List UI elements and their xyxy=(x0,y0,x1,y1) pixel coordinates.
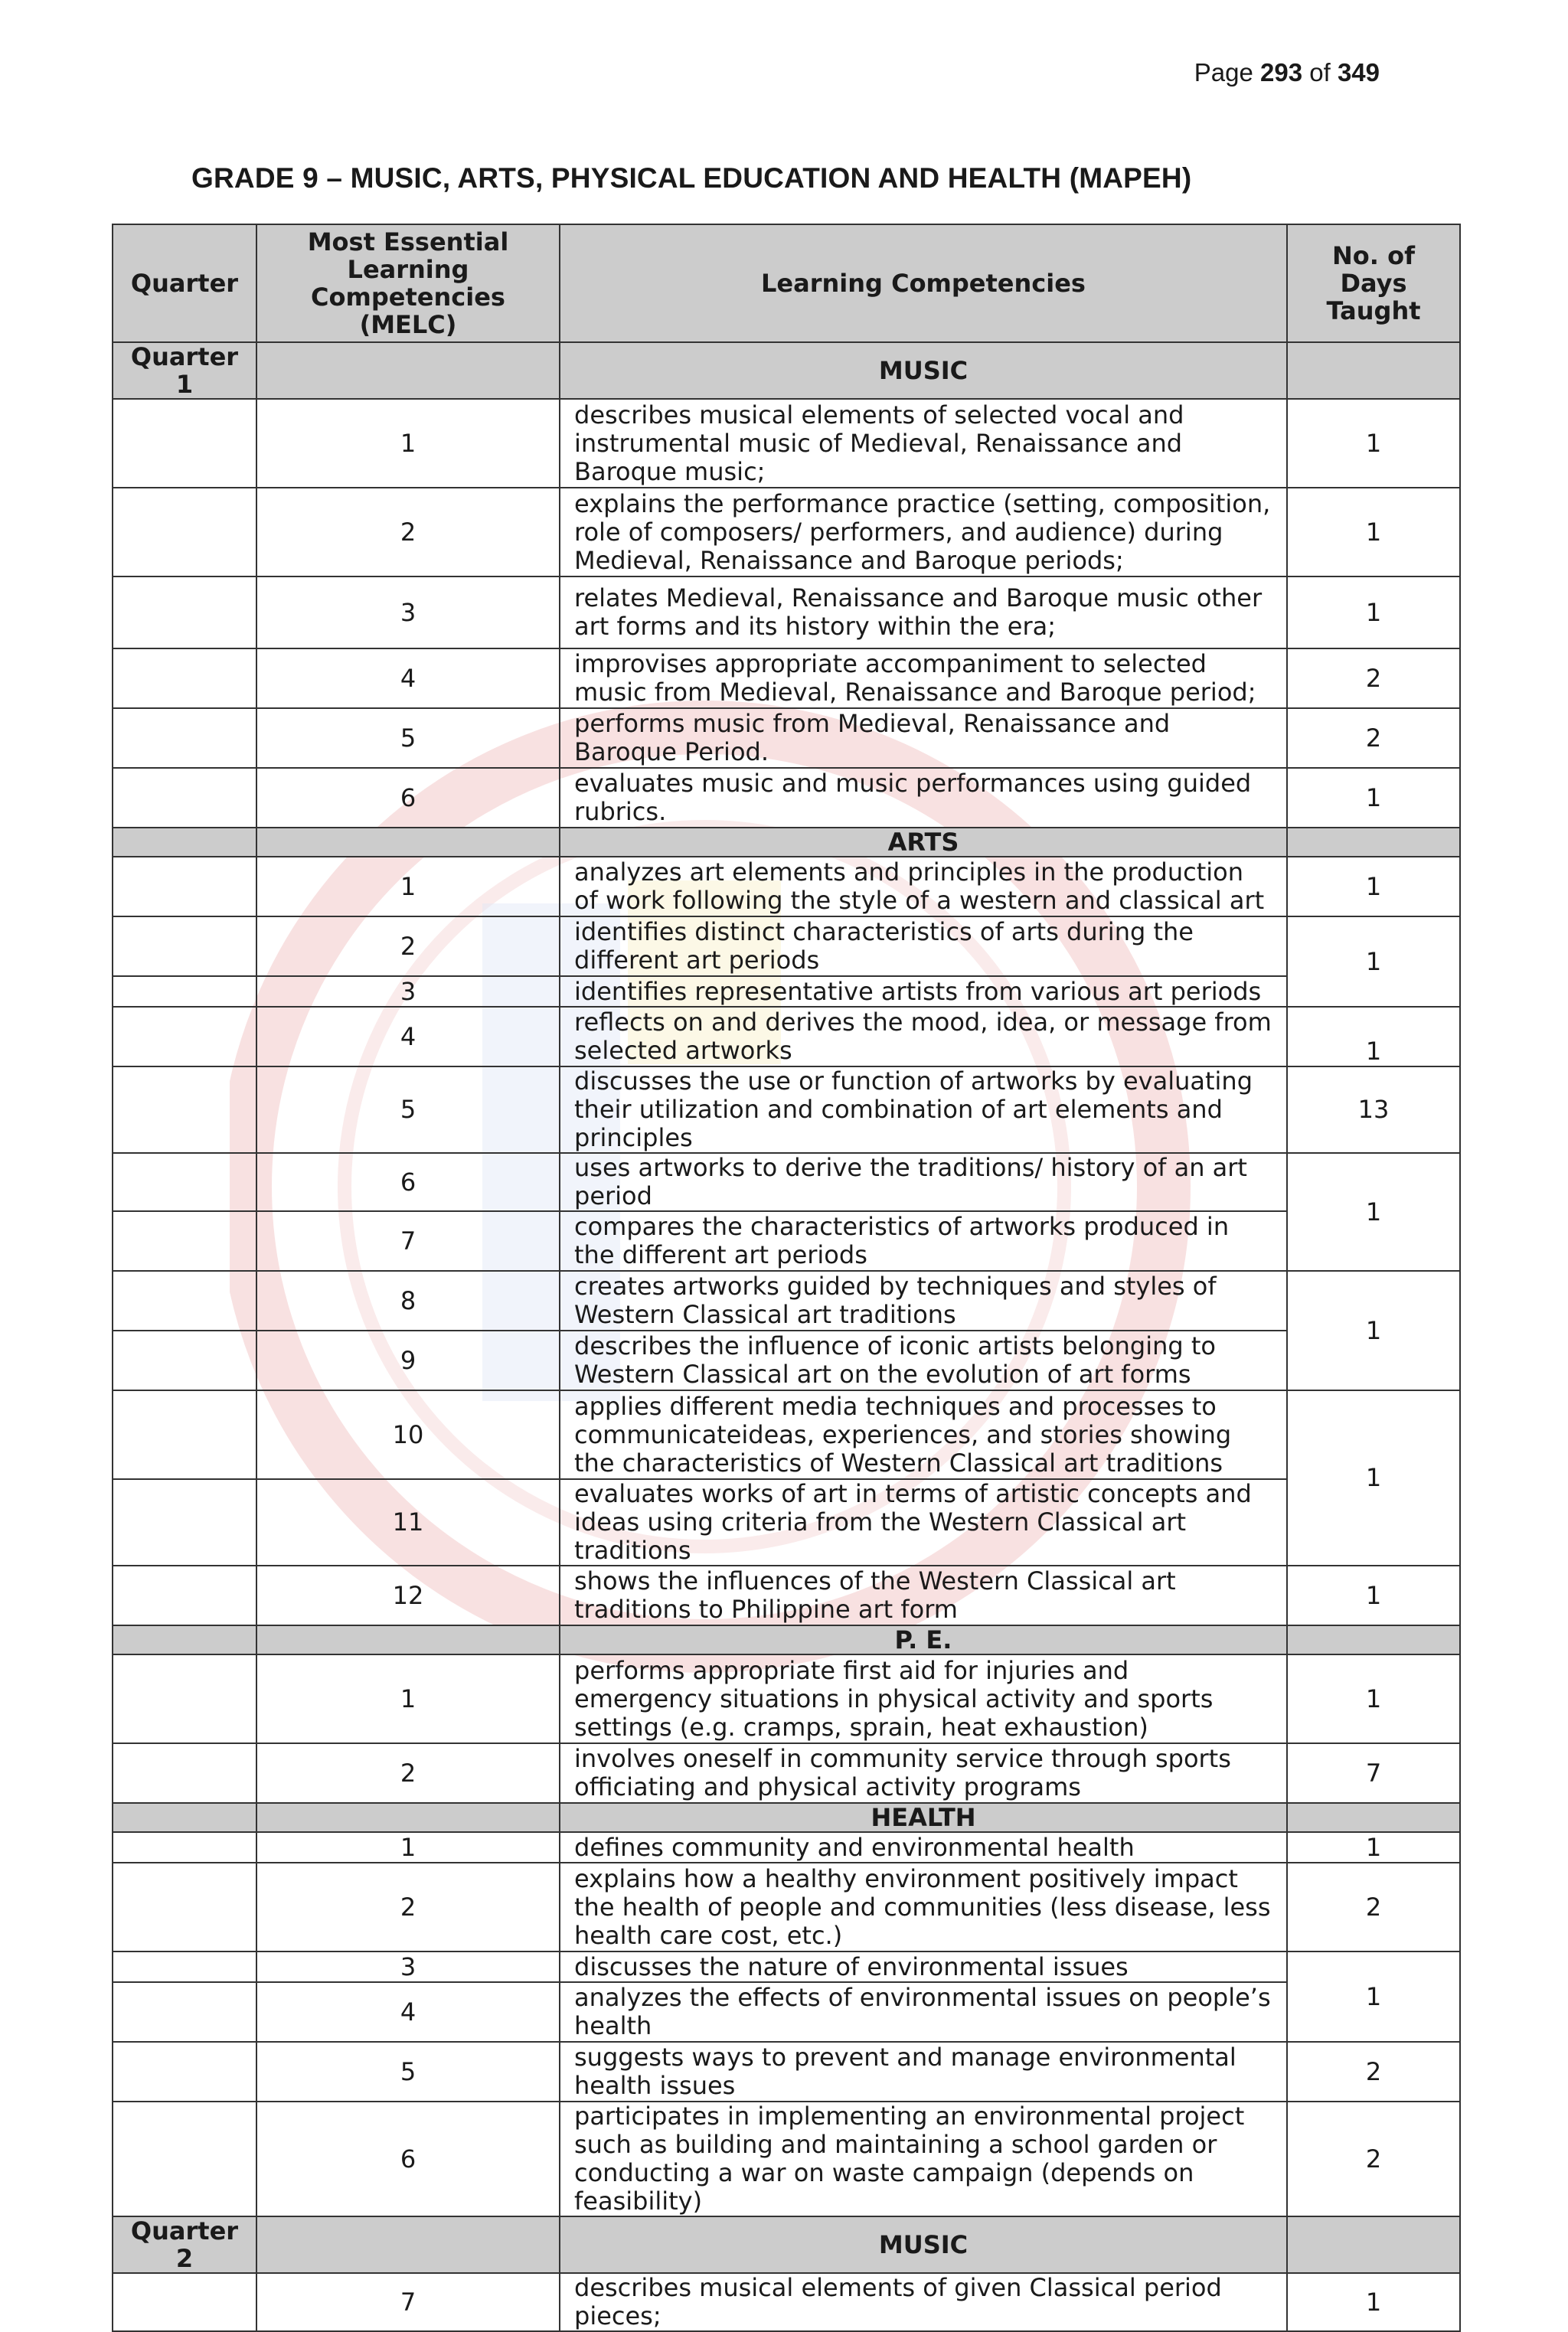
melc-number: 6 xyxy=(256,1153,560,1211)
table-header-row xyxy=(113,224,1460,342)
section-title: MUSIC xyxy=(560,342,1287,399)
melc-number: 7 xyxy=(256,2273,560,2331)
section-title: P. E. xyxy=(560,1625,1287,1654)
competency-text: discusses the nature of environmental issues xyxy=(560,1951,1287,1982)
days-taught: 7 xyxy=(1287,1743,1460,1803)
table-row xyxy=(113,1951,1460,1982)
table-row xyxy=(113,1832,1460,1863)
melc-number: 1 xyxy=(256,1832,560,1863)
quarter-label: Quarter 2 xyxy=(113,2216,256,2273)
document-title: GRADE 9 – MUSIC, ARTS, PHYSICAL EDUCATION AND HEALTH (MAPEH) xyxy=(191,162,1192,194)
table-row xyxy=(113,1331,1460,1390)
competency-text: improvises appropriate accompaniment to selected music from Medieval, Renaissance and Baroque period; xyxy=(560,648,1287,708)
melc-number: 6 xyxy=(256,2102,560,2216)
competency-text: describes musical elements of selected vocal and instrumental music of Medieval, Renaissance and Baroque music; xyxy=(560,399,1287,488)
competency-text: performs music from Medieval, Renaissance and Baroque Period. xyxy=(560,708,1287,768)
header-competencies: Learning Competencies xyxy=(560,224,1287,342)
section-title: MUSIC xyxy=(560,2216,1287,2273)
header-quarter: Quarter xyxy=(113,224,256,342)
melc-number: 6 xyxy=(256,768,560,828)
competency-text: shows the influences of the Western Classical art traditions to Philippine art form xyxy=(560,1566,1287,1625)
melc-number: 10 xyxy=(256,1390,560,1479)
melc-number: 2 xyxy=(256,1743,560,1803)
melc-number: 11 xyxy=(256,1479,560,1566)
competency-text: discusses the use or function of artworks by evaluating their utilization and combination of art elements and principles xyxy=(560,1066,1287,1153)
table-row xyxy=(113,576,1460,648)
table-row xyxy=(113,648,1460,708)
days-taught: 2 xyxy=(1287,2102,1460,2216)
melc-number: 12 xyxy=(256,1566,560,1625)
competency-text: reflects on and derives the mood, idea, or message from selected artworks xyxy=(560,1007,1287,1066)
table-row xyxy=(113,1390,1460,1479)
competency-text: describes the influence of iconic artists belonging to Western Classical art on the evolution of art forms xyxy=(560,1331,1287,1390)
days-taught: 1 xyxy=(1287,1832,1460,1863)
table-row xyxy=(113,1479,1460,1566)
table-row xyxy=(113,1271,1460,1331)
table-row xyxy=(113,1743,1460,1803)
competency-text: applies different media techniques and processes to communicateideas, experiences, and stories showing the characteristics of Western Classical art traditions xyxy=(560,1390,1287,1479)
days-taught: 1 xyxy=(1287,1566,1460,1625)
melc-number: 7 xyxy=(256,1211,560,1271)
competency-text: evaluates works of art in terms of artistic concepts and ideas using criteria from the Western Classical art traditions xyxy=(560,1479,1287,1566)
table-row xyxy=(113,1007,1460,1066)
melc-number: 4 xyxy=(256,1982,560,2042)
table-row xyxy=(113,1153,1460,1211)
table-row xyxy=(113,2102,1460,2216)
section-row-music-q2 xyxy=(113,2216,1460,2273)
table-row xyxy=(113,768,1460,828)
days-taught: 1 xyxy=(1287,916,1460,1007)
page-number: Page 293 of 349 xyxy=(1194,58,1380,87)
table-row xyxy=(113,1066,1460,1153)
days-taught: 1 xyxy=(1287,1153,1460,1271)
melc-number: 1 xyxy=(256,399,560,488)
competency-text: performs appropriate first aid for injuries and emergency situations in physical activity and sports settings (e.g. cramps, sprain, heat exhaustion) xyxy=(560,1654,1287,1743)
table-row xyxy=(113,488,1460,576)
days-taught: 1 xyxy=(1287,768,1460,828)
table-row xyxy=(113,976,1460,1007)
competency-text: explains how a healthy environment positively impact the health of people and communities (less disease, less health care cost, etc.) xyxy=(560,1863,1287,1951)
competency-text: involves oneself in community service through sports officiating and physical activity programs xyxy=(560,1743,1287,1803)
competency-text: identifies representative artists from various art periods xyxy=(560,976,1287,1007)
table-row xyxy=(113,1863,1460,1951)
table-row xyxy=(113,1982,1460,2042)
competency-text: relates Medieval, Renaissance and Baroque music other art forms and its history within the era; xyxy=(560,576,1287,648)
table-row xyxy=(113,1654,1460,1743)
section-title: HEALTH xyxy=(560,1803,1287,1832)
days-taught: 2 xyxy=(1287,2042,1460,2102)
competency-text: uses artworks to derive the traditions/ history of an art period xyxy=(560,1153,1287,1211)
melc-number: 8 xyxy=(256,1271,560,1331)
section-row-health xyxy=(113,1803,1460,1832)
days-taught: 1 xyxy=(1287,2273,1460,2331)
melc-number: 2 xyxy=(256,488,560,576)
melc-number: 5 xyxy=(256,2042,560,2102)
days-taught: 2 xyxy=(1287,1863,1460,1951)
melc-number: 5 xyxy=(256,1066,560,1153)
table-row xyxy=(113,857,1460,916)
table-row xyxy=(113,2042,1460,2102)
quarter-label: Quarter 1 xyxy=(113,342,256,399)
table-row xyxy=(113,916,1460,976)
melc-number: 4 xyxy=(256,648,560,708)
section-row-pe xyxy=(113,1625,1460,1654)
days-taught: 1 xyxy=(1287,488,1460,576)
table-row xyxy=(113,1566,1460,1625)
days-taught: 2 xyxy=(1287,708,1460,768)
days-taught: 1 xyxy=(1287,1390,1460,1566)
competency-text: participates in implementing an environmental project such as building and maintaining a school garden or conducting a war on waste campaign (depends on feasibility) xyxy=(560,2102,1287,2216)
days-taught: 1 xyxy=(1287,1271,1460,1390)
competency-text: identifies distinct characteristics of arts during the different art periods xyxy=(560,916,1287,976)
days-taught: 1 xyxy=(1287,576,1460,648)
competency-text: describes musical elements of given Classical period pieces; xyxy=(560,2273,1287,2331)
competency-text: suggests ways to prevent and manage environmental health issues xyxy=(560,2042,1287,2102)
competency-text: defines community and environmental health xyxy=(560,1832,1287,1863)
melc-number: 3 xyxy=(256,976,560,1007)
section-row-music xyxy=(113,342,1460,399)
header-days: No. of Days Taught xyxy=(1287,224,1460,342)
days-taught: 1 xyxy=(1287,1654,1460,1743)
days-taught: 2 xyxy=(1287,648,1460,708)
competency-text: evaluates music and music performances using guided rubrics. xyxy=(560,768,1287,828)
table-row xyxy=(113,1211,1460,1271)
days-taught: 13 xyxy=(1287,1066,1460,1153)
section-row-arts xyxy=(113,828,1460,857)
competency-text: analyzes the effects of environmental issues on people’s health xyxy=(560,1982,1287,2042)
section-title: ARTS xyxy=(560,828,1287,857)
competency-text: explains the performance practice (setting, composition, role of composers/ performers, and audience) during Medieval, Renaissance and Baroque periods; xyxy=(560,488,1287,576)
melc-number: 3 xyxy=(256,1951,560,1982)
header-melc: Most Essential Learning Competencies (MELC) xyxy=(256,224,560,342)
competency-text: creates artworks guided by techniques and styles of Western Classical art traditions xyxy=(560,1271,1287,1331)
days-taught: 1 xyxy=(1287,1007,1460,1066)
days-taught: 1 xyxy=(1287,1951,1460,2042)
melc-number: 2 xyxy=(256,1863,560,1951)
table-row xyxy=(113,399,1460,488)
table-row xyxy=(113,708,1460,768)
melc-number: 1 xyxy=(256,1654,560,1743)
melc-number: 1 xyxy=(256,857,560,916)
melc-number: 3 xyxy=(256,576,560,648)
melc-number: 2 xyxy=(256,916,560,976)
competency-text: compares the characteristics of artworks produced in the different art periods xyxy=(560,1211,1287,1271)
days-taught: 1 xyxy=(1287,857,1460,916)
melc-table xyxy=(112,224,1461,2332)
melc-number: 5 xyxy=(256,708,560,768)
melc-number: 4 xyxy=(256,1007,560,1066)
competency-text: analyzes art elements and principles in the production of work following the style of a western and classical art xyxy=(560,857,1287,916)
table-row xyxy=(113,2273,1460,2331)
days-taught: 1 xyxy=(1287,399,1460,488)
melc-number: 9 xyxy=(256,1331,560,1390)
